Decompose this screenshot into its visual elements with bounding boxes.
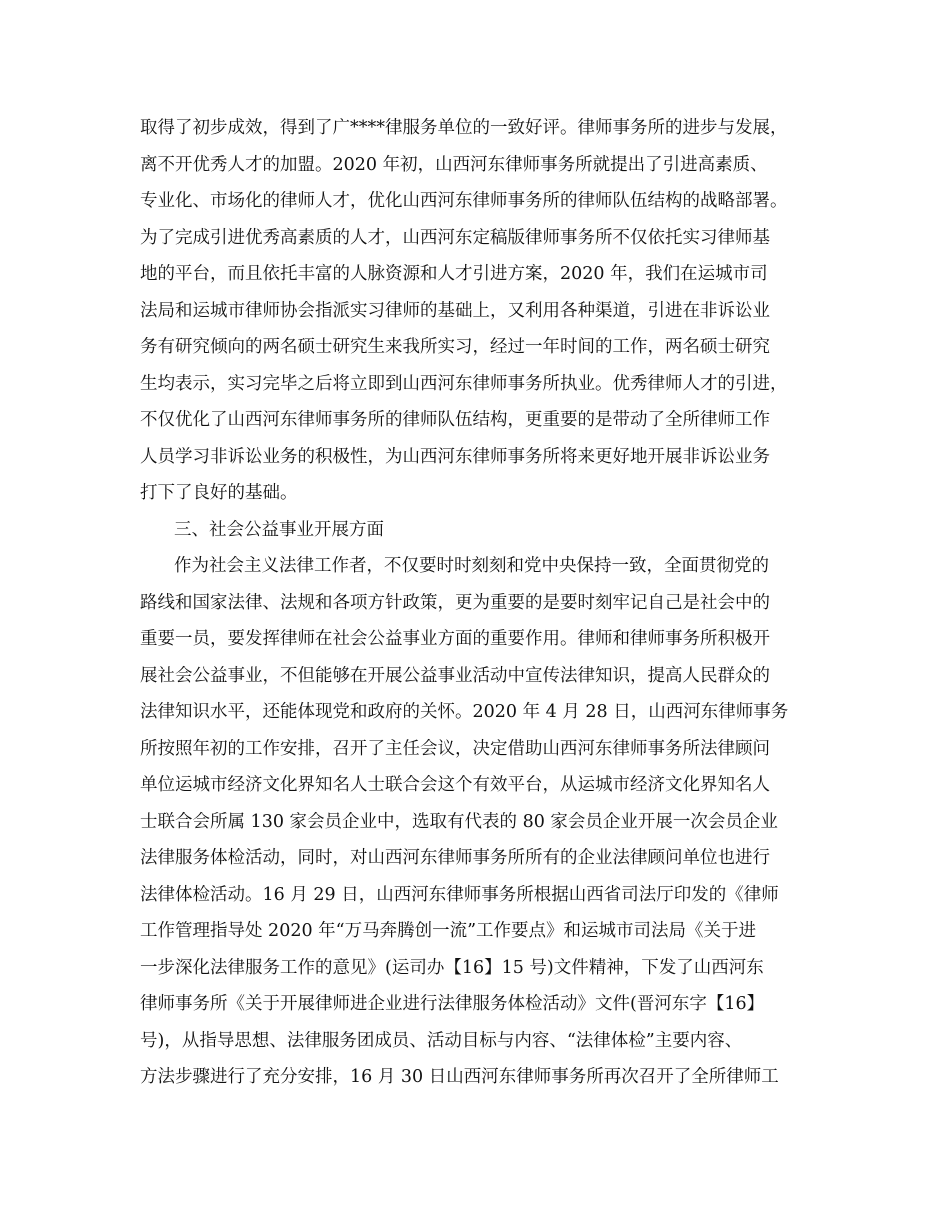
text-line: 律师事务所《关于开展律师进企业进行法律服务体检活动》文件(晋河东字【16】 (140, 994, 765, 1014)
text-line: 离不开优秀人才的加盟。2020 年初，山西河东律师事务所就提出了引进高素质、 (140, 154, 768, 175)
text-line: 法律体检活动。16 月 29 日，山西河东律师事务所根据山西省司法厅印发的《律师 (140, 884, 779, 905)
body-text (140, 110, 830, 1096)
text-line: 作为社会主义法律工作者，不仅要时时刻刻和党中央保持一致，全面贯彻党的 (174, 556, 769, 576)
text-line: 路线和国家法律、法规和各项方针政策，更为重要的是要时刻牢记自己是社会中的 (140, 592, 770, 613)
text-line: 士联合会所属 130 家会员企业中，选取有代表的 80 家会员企业开展一次会员企业 (140, 811, 778, 832)
text-line: 法律知识水平，还能体现党和政府的关怀。2020 年 4 月 28 日，山西河东律师事务 (140, 702, 789, 722)
text-line: 所按照年初的工作安排，召开了主任会议，决定借助山西河东律师事务所法律顾问 (140, 738, 770, 759)
text-line: 号)，从指导思想、法律服务团成员、活动目标与内容、“法律体检”主要内容、 (140, 1030, 743, 1051)
text-line: 生均表示，实习完毕之后将立即到山西河东律师事务所执业。优秀律师人才的引进， (140, 373, 788, 394)
text-line: 单位运城市经济文化界知名人士联合会这个有效平台，从运城市经济文化界知名人 (140, 775, 770, 795)
text-line: 地的平台，而且依托丰富的人脉资源和人才引进方案，2020 年，我们在运城市司 (140, 264, 768, 284)
text-line: 法局和运城市律师协会指派实习律师的基础上，又利用各种渠道，引进在非诉讼业 (140, 300, 770, 321)
text-line: 人员学习非诉讼业务的积极性，为山西河东律师事务所将来更好地开展非诉讼业务 (140, 446, 770, 467)
text-line: 打下了良好的基础。 (140, 483, 298, 503)
text-line: 工作管理指导处 2020 年“万马奔腾创一流”工作要点》和运城市司法局《关于进 (140, 921, 757, 941)
text-line: 取得了初步成效，得到了广****律服务单位的一致好评。律师事务所的进步与发展， (140, 118, 788, 138)
text-line: 法律服务体检活动，同时，对山西河东律师事务所所有的企业法律顾问单位也进行 (140, 848, 770, 868)
text-line: 不仅优化了山西河东律师事务所的律师队伍结构，更重要的是带动了全所律师工作 (140, 410, 770, 430)
text-line: 务有研究倾向的两名硕士研究生来我所实习，经过一年时间的工作，两名硕士研究 (140, 337, 770, 357)
text-line: 方法步骤进行了充分安排，16 月 30 日山西河东律师事务所再次召开了全所律师工 (140, 1067, 779, 1087)
text-line: 重要一员，要发挥律师在社会公益事业方面的重要作用。律师和律师事务所积极开 (140, 629, 770, 649)
text-line: 专业化、市场化的律师人才，优化山西河东律师事务所的律师队伍结构的战略部署。 (140, 191, 788, 211)
section-heading: 三、社会公益事业开展方面 (174, 519, 384, 540)
text-line: 为了完成引进优秀高素质的人才，山西河东定稿版律师事务所不仅依托实习律师基 (140, 227, 770, 248)
text-line: 展社会公益事业，不但能够在开展公益事业活动中宣传法律知识，提高人民群众的 (140, 665, 770, 686)
text-line: 一步深化法律服务工作的意见》(运司办【16】15 号)文件精神，下发了山西河东 (140, 957, 764, 978)
